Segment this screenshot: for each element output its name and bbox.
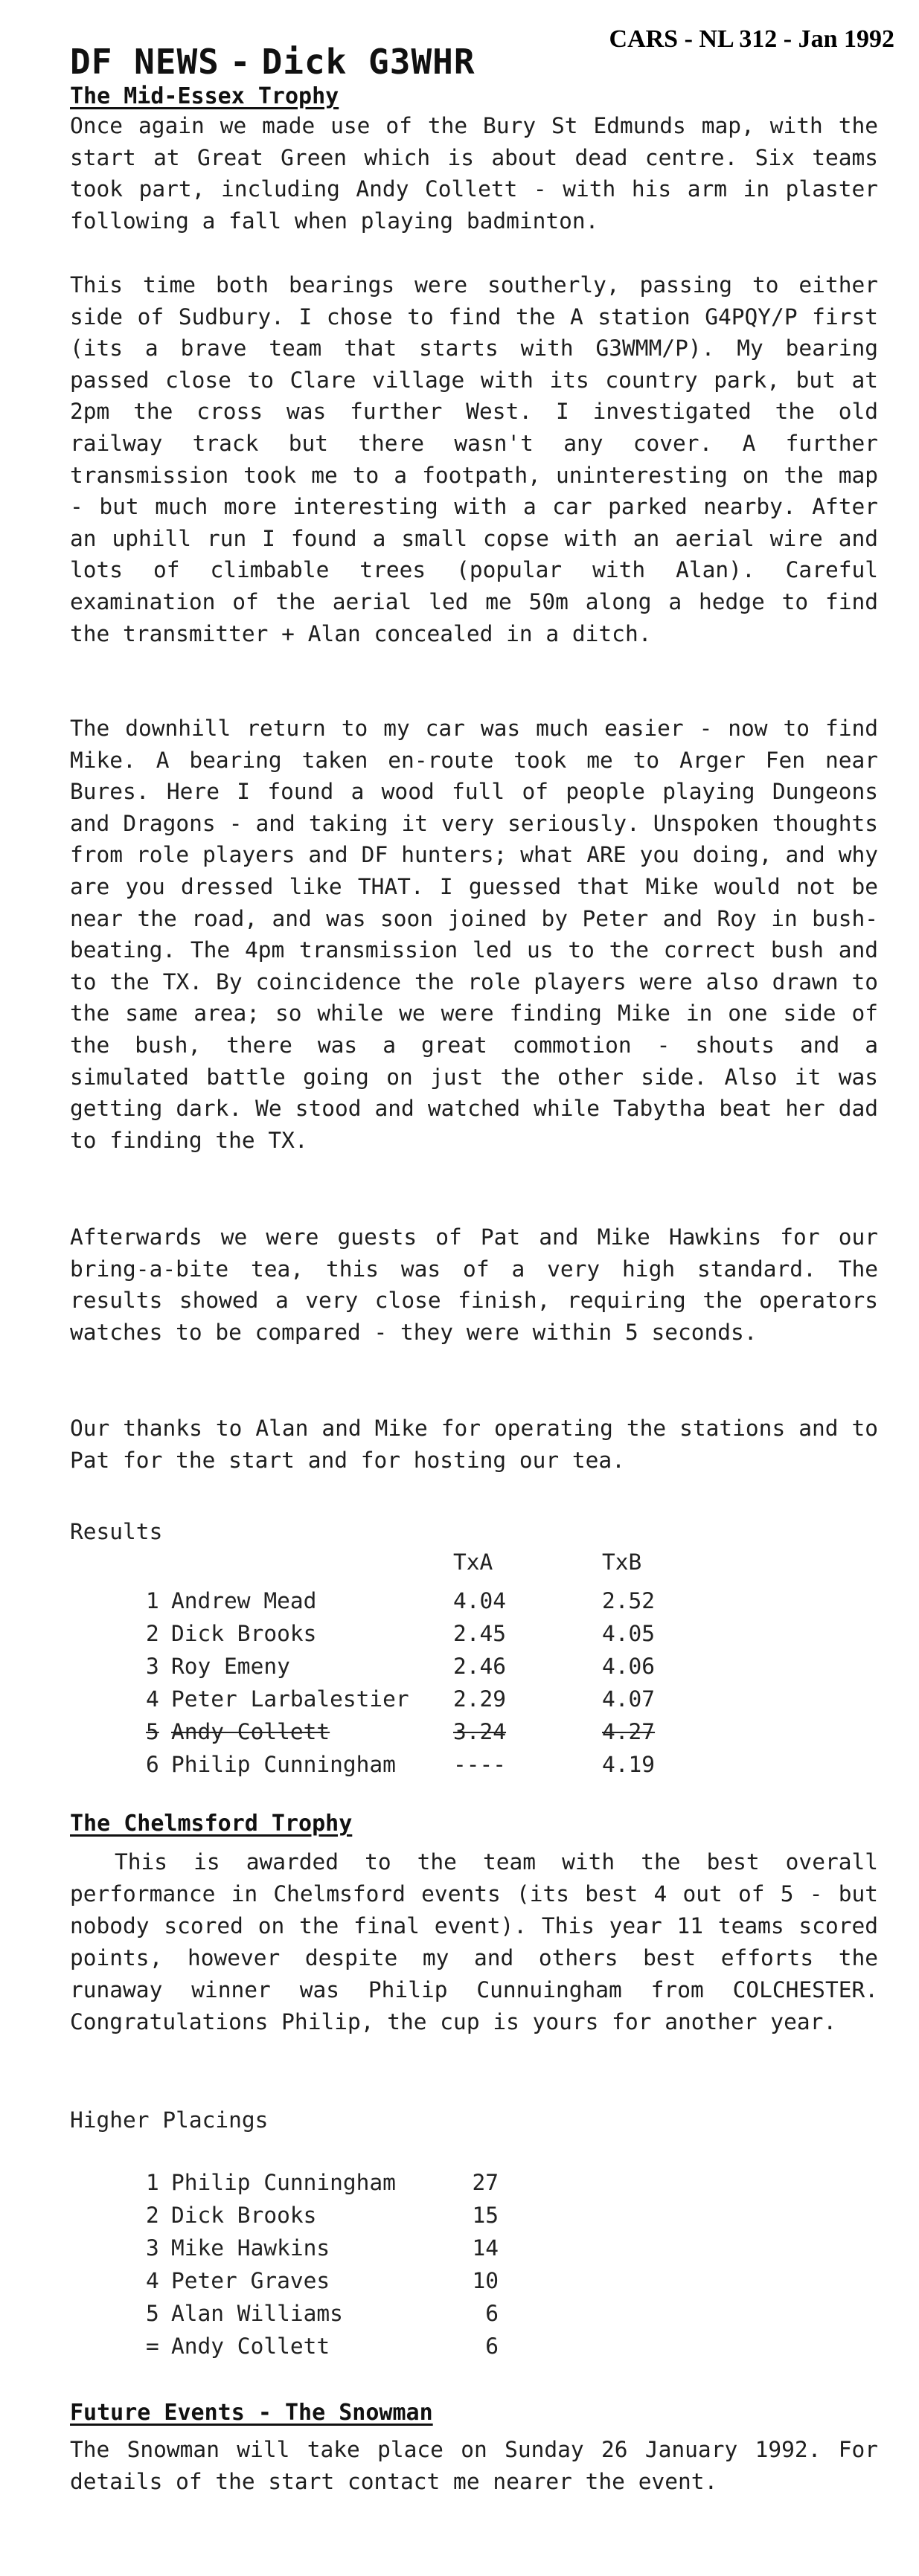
placing-rank: = [146,2334,159,2359]
result-txa: 2.29 [453,1686,507,1712]
result-txb: 4.19 [602,1752,656,1777]
placing-score: 10 [472,2268,499,2293]
placing-rank: 3 [146,2235,159,2261]
placing-rank: 4 [146,2268,159,2293]
chelmsford-heading: The Chelmsford Trophy [70,1811,353,1837]
placing-score: 14 [472,2235,499,2261]
placing-name: Peter Graves [171,2268,330,2293]
mid-essex-paragraph-1: Once again we made use of the Bury St Edmunds map, with the start at Great Green which is about dead centre. Six teams took part, including Andy Collett - with his arm in plaster following a fall when playing badminton. [70,113,878,234]
mid-essex-heading: The Mid-Essex Trophy [70,83,339,109]
mid-essex-paragraph-3: The downhill return to my car was much easier - now to find Mike. A bearing taken en-route took me to Arger Fen near Bures. Here I found a wood full of people playing Dungeons and Dragons - and taking it very seriously. Unspoken thoughts from role players and DF hunters; what ARE you doing, and why are you dressed like THAT. I guessed that Mike would not be near the road, and was soon joined by Peter and Roy in bush-beating. The 4pm transmission led us to the correct bush and to the TX. By coincidence the role players were also drawn to the same area; so while we were finding Mike in one side of the bush, there was a great commotion - shouts and a simulated battle going on just the other side. Also it was getting dark. We stood and watched while Tabytha beat her dad to finding the TX. [70,716,878,1153]
placing-score: 6 [485,2334,499,2359]
result-txb: 4.07 [602,1686,656,1712]
placing-rank: 1 [146,2170,159,2195]
result-rank: 3 [146,1654,159,1679]
results-header-txb: TxB [602,1549,642,1575]
newsletter-masthead: CARS - NL 312 - Jan 1992 [609,25,894,53]
placing-score: 15 [472,2203,499,2228]
result-rank: 1 [146,1588,159,1613]
placing-name: Philip Cunningham [171,2170,396,2195]
result-txb: 4.27 [602,1719,656,1744]
result-rank: 4 [146,1686,159,1712]
results-label: Results [70,1519,163,1544]
result-txb: 4.06 [602,1654,656,1679]
placing-name: Dick Brooks [171,2203,317,2228]
mid-essex-paragraph-5: Our thanks to Alan and Mike for operating the stations and to Pat for the start and for hosting our tea. [70,1416,878,1473]
result-txb: 2.52 [602,1588,656,1613]
result-txa: 4.04 [453,1588,507,1613]
result-name: Andrew Mead [171,1588,317,1613]
future-events-heading: Future Events - The Snowman [70,2400,433,2426]
result-txa: 2.45 [453,1621,507,1646]
placing-name: Mike Hawkins [171,2235,330,2261]
future-events-paragraph: The Snowman will take place on Sunday 26 January 1992. For details of the start contact me nearer the event. [70,2437,878,2494]
results-header-txa: TxA [453,1549,493,1575]
placing-score: 6 [485,2301,499,2326]
result-name: Dick Brooks [171,1621,317,1646]
result-txa: 3.24 [453,1719,507,1744]
placing-name: Andy Collett [171,2334,330,2359]
result-rank: 5 [146,1719,159,1744]
column-author: Dick G3WHR [261,42,475,82]
column-title-separator: - [229,42,252,82]
result-name: Andy Collett [171,1719,330,1744]
mid-essex-paragraph-2: This time both bearings were southerly, passing to either side of Sudbury. I chose to find the A station G4PQY/P first (its a brave team that starts with G3WMM/P). My bearing passed close to Clare village with its country park, but at 2pm the cross was further West. I investigated the old railway track but there wasn't any cover. A further transmission took me to a footpath, uninteresting on the map - but much more interesting with a car parked nearby. After an uphill run I found a small copse with an aerial wire and lots of climbable trees (popular with Alan). Careful examination of the aerial led me 50m along a hedge to find the transmitter + Alan concealed in a ditch. [70,272,878,646]
result-txb: 4.05 [602,1621,656,1646]
mid-essex-paragraph-4: Afterwards we were guests of Pat and Mike Hawkins for our bring-a-bite tea, this was of a very high standard. The results showed a very close finish, requiring the operators watches to be compared - they were within 5 seconds. [70,1224,878,1345]
chelmsford-paragraph: This is awarded to the team with the best overall performance in Chelmsford events (its best 4 out of 5 - but nobody scored on the final event). This year 11 teams scored points, however despite my and others best efforts the runaway winner was Philip Cunnuingham from COLCHESTER. Congratulations Philip, the cup is yours for another year. [70,1849,878,2034]
result-txa: ---- [453,1752,507,1777]
placing-rank: 2 [146,2203,159,2228]
result-txa: 2.46 [453,1654,507,1679]
result-rank: 2 [146,1621,159,1646]
result-name: Peter Larbalestier [171,1686,409,1712]
column-title [70,42,475,82]
result-rank: 6 [146,1752,159,1777]
placing-score: 27 [472,2170,499,2195]
placings-label: Higher Placings [70,2107,269,2133]
column-title-name: DF NEWS [70,42,220,82]
result-name: Roy Emeny [171,1654,290,1679]
result-name: Philip Cunningham [171,1752,396,1777]
placing-rank: 5 [146,2301,159,2326]
placing-name: Alan Williams [171,2301,343,2326]
